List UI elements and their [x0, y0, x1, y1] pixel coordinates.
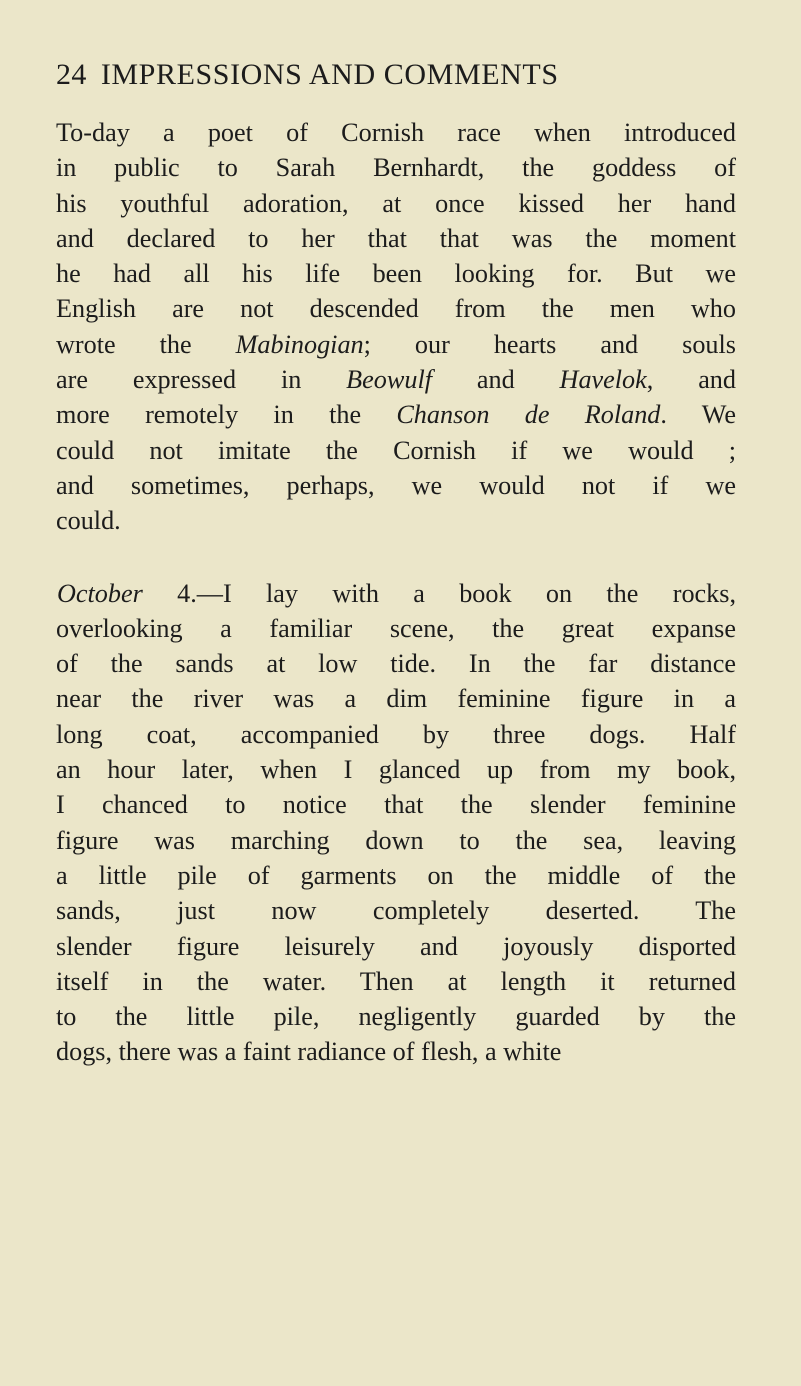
text-run: . We [660, 400, 736, 430]
text-run: itself in the water. Then at length it returned [56, 966, 736, 996]
text-line [56, 397, 736, 432]
text-run: 4.—I lay with a book on the rocks, [142, 578, 736, 608]
text-line [56, 327, 736, 362]
text-run: to the little pile, negligently guarded by the [56, 1002, 736, 1032]
text-run: sands, just now completely deserted. The [56, 896, 736, 926]
text-line [56, 717, 736, 752]
text-run: could not imitate the Cornish if we would ; [56, 435, 736, 465]
text-run: in public to Sarah Bernhardt, the goddess of [56, 153, 736, 183]
text-run: a little pile of garments on the middle of the [56, 860, 736, 890]
text-line [56, 362, 736, 397]
text-line [56, 893, 736, 928]
text-run: To-day a poet of Cornish race when introduced [56, 118, 736, 147]
text-line [56, 291, 736, 326]
text-line [56, 823, 736, 858]
text-line [56, 256, 736, 291]
text-run: , and [646, 365, 736, 395]
paragraph-2 [56, 576, 736, 1070]
italic-title: Beowulf [346, 365, 432, 395]
text-run: he had all his life been looking for. But we [56, 259, 736, 289]
text-run: his youthful adoration, at once kissed her hand [56, 188, 736, 218]
text-line [56, 1034, 736, 1069]
text-run: figure was marching down to the sea, leaving [56, 825, 736, 855]
italic-title: Mabinogian [235, 329, 364, 359]
text-run: I chanced to notice that the slender feminine [56, 790, 736, 820]
text-run: near the river was a dim feminine figure in a [56, 684, 736, 714]
text-line [56, 150, 736, 185]
text-run: are expressed in [56, 365, 347, 395]
text-run: of the sands at low tide. In the far distance [56, 649, 736, 679]
text-run: English are not descended from the men who [56, 294, 736, 324]
text-line [56, 221, 736, 256]
text-run: and declared to her that that was the moment [56, 223, 736, 253]
text-run: an hour later, when I glanced up from my book, [56, 755, 736, 785]
text-line [56, 646, 736, 681]
text-run: more remotely in the [56, 400, 397, 430]
text-run: long coat, accompanied by three dogs. Half [56, 719, 736, 749]
italic-title: Havelok [559, 365, 647, 395]
book-page [56, 52, 736, 1070]
page-number: 24 [56, 58, 87, 91]
text-line [56, 964, 736, 999]
text-line [56, 433, 736, 468]
text-run: ; our hearts and souls [363, 329, 736, 359]
italic-title: Chanson de Roland [396, 400, 661, 430]
text-line [56, 999, 736, 1034]
text-line [56, 503, 736, 538]
text-line [56, 752, 736, 787]
text-line [56, 611, 736, 646]
running-head-title: IMPRESSIONS AND COMMENTS [100, 58, 559, 91]
text-run: slender figure leisurely and joyously disported [56, 931, 736, 961]
text-line [56, 681, 736, 716]
italic-title: October [57, 578, 143, 608]
text-line [56, 576, 736, 611]
text-run: wrote the [56, 329, 236, 359]
text-line [56, 186, 736, 221]
text-run: could. [56, 506, 121, 536]
text-line [56, 115, 736, 150]
text-line [56, 468, 736, 503]
text-run: dogs, there was a faint radiance of flesh, a white [56, 1037, 562, 1067]
text-run: and [432, 365, 560, 395]
text-line [56, 858, 736, 893]
text-run: overlooking a familiar scene, the great expanse [56, 613, 736, 643]
text-line [56, 787, 736, 822]
running-head [56, 52, 736, 98]
text-run: and sometimes, perhaps, we would not if we [56, 470, 736, 500]
text-line [56, 929, 736, 964]
paragraph-1 [56, 115, 736, 539]
